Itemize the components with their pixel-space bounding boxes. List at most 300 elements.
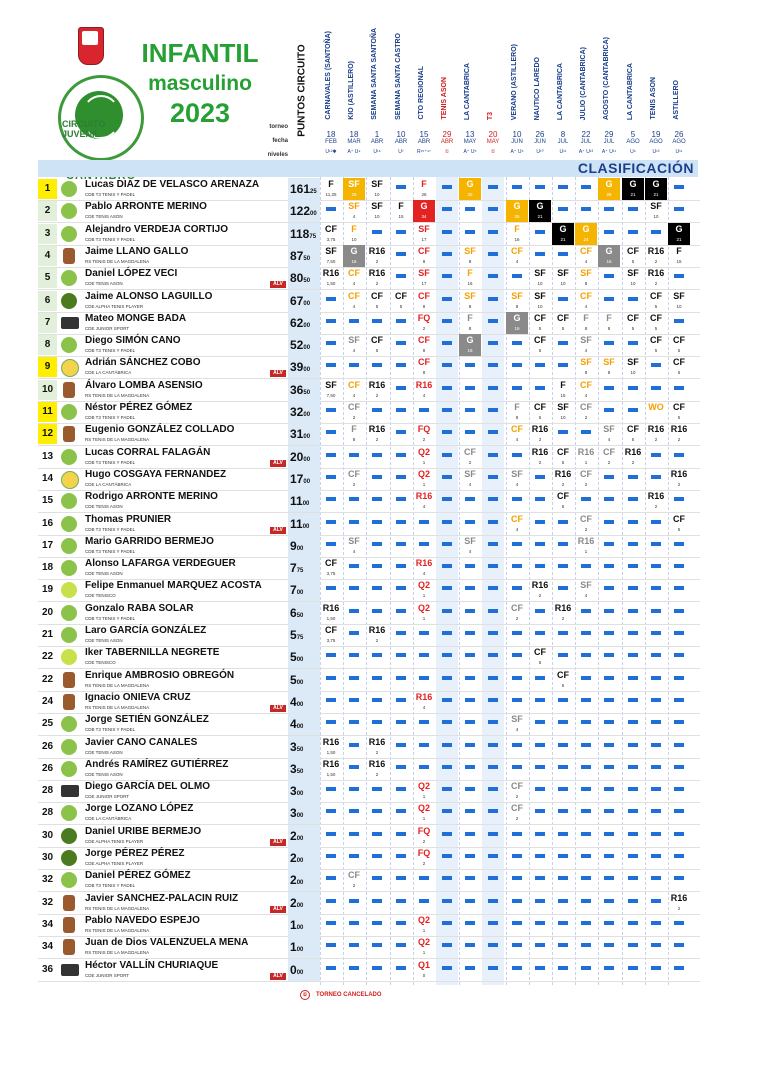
result-cell <box>575 267 597 289</box>
points-cell <box>288 847 320 869</box>
empty-cell <box>390 267 412 289</box>
tournament-column-header <box>598 20 620 120</box>
dash-marker <box>372 966 382 970</box>
dash-marker <box>326 542 336 546</box>
round-reached: Q2 <box>417 937 430 947</box>
empty-cell <box>436 758 458 780</box>
round-points: 16 <box>606 259 612 264</box>
points-decimal: 00 <box>303 457 311 463</box>
points-cell <box>288 290 320 312</box>
empty-cell <box>343 825 365 847</box>
dash-marker <box>442 252 452 256</box>
round-reached: CF <box>650 291 662 301</box>
dash-marker <box>604 854 614 858</box>
player-name: Diego SIMÓN CANO <box>85 335 181 346</box>
empty-cell <box>668 624 690 646</box>
empty-cell <box>436 379 458 401</box>
dash-marker <box>628 743 638 747</box>
empty-cell <box>622 290 644 312</box>
result-cell <box>622 312 644 334</box>
dash-marker <box>674 542 684 546</box>
empty-cell <box>506 178 528 200</box>
dash-marker <box>326 586 336 590</box>
dash-marker <box>581 497 591 501</box>
dash-marker <box>581 743 591 747</box>
club-logo-icon <box>63 895 75 911</box>
dash-marker <box>628 631 638 635</box>
dash-marker <box>465 921 475 925</box>
player-club: CDE ALPHA TENIS PLAYER <box>85 304 144 309</box>
dash-marker <box>326 676 336 680</box>
tournament-level: ① <box>444 149 450 155</box>
empty-cell <box>343 959 365 981</box>
dash-marker <box>326 430 336 434</box>
empty-cell <box>459 869 481 891</box>
round-points: 10 <box>653 214 659 219</box>
empty-cell <box>482 334 504 356</box>
empty-cell <box>436 602 458 624</box>
empty-cell <box>366 401 388 423</box>
dash-marker <box>372 609 382 613</box>
empty-cell <box>598 624 620 646</box>
player-name: Pablo NAVEDO ESPEJO <box>85 915 200 926</box>
empty-cell <box>575 602 597 624</box>
empty-cell <box>482 869 504 891</box>
points-integer: 17 <box>290 472 304 486</box>
club-logo-icon <box>63 382 75 398</box>
round-reached: R16 <box>647 268 665 278</box>
round-points: 2 <box>584 527 588 532</box>
round-reached: SF <box>627 357 639 367</box>
empty-cell <box>390 691 412 713</box>
empty-cell <box>390 959 412 981</box>
dash-marker <box>628 564 638 568</box>
empty-cell <box>622 468 644 490</box>
round-reached: Q2 <box>417 447 430 457</box>
round-points: 2 <box>631 460 635 465</box>
club-logo-icon <box>63 917 75 933</box>
empty-cell <box>552 869 574 891</box>
rank-cell: 12 <box>38 424 57 444</box>
round-points: 1 <box>584 460 588 465</box>
dash-marker <box>674 832 684 836</box>
round-points: 5 <box>677 415 681 420</box>
empty-cell <box>482 736 504 758</box>
empty-cell <box>436 490 458 512</box>
empty-cell <box>668 847 690 869</box>
dash-marker <box>581 185 591 189</box>
round-points: 4 <box>422 705 426 710</box>
tournament-column-header <box>622 20 644 120</box>
round-reached: SF <box>464 536 476 546</box>
dash-marker <box>372 475 382 479</box>
dash-marker <box>396 743 406 747</box>
empty-cell <box>622 736 644 758</box>
dash-marker <box>512 653 522 657</box>
empty-cell <box>482 557 504 579</box>
empty-cell <box>390 245 412 267</box>
dash-marker <box>581 430 591 434</box>
empty-cell <box>645 446 667 468</box>
round-reached: G <box>629 179 637 189</box>
dash-marker <box>442 765 452 769</box>
dash-marker <box>512 341 522 345</box>
dash-marker <box>488 743 498 747</box>
dash-marker <box>442 341 452 345</box>
dash-marker <box>558 809 568 813</box>
table-row <box>38 713 700 736</box>
round-reached: SF <box>418 268 430 278</box>
player-club: CDB T3 TENIS Y PADEL <box>85 549 136 554</box>
tournament-name: SEMANA SANTA SANTOÑA <box>371 28 378 120</box>
empty-cell <box>320 446 342 468</box>
result-cell <box>459 245 481 267</box>
empty-cell <box>598 669 620 691</box>
tournament-name: LA CANTABRICA <box>464 62 471 120</box>
dash-marker <box>349 586 359 590</box>
points-integer: 20 <box>290 450 304 464</box>
points-cell <box>288 914 320 936</box>
tournament-month: JUL <box>580 139 592 145</box>
empty-cell <box>390 356 412 378</box>
empty-cell <box>645 557 667 579</box>
dash-marker <box>558 743 568 747</box>
dash-marker <box>396 319 406 323</box>
points-integer: 0 <box>290 963 297 977</box>
rank-cell: 3 <box>38 224 57 244</box>
tournament-month: ABR <box>394 139 408 145</box>
dash-marker <box>651 542 661 546</box>
dash-marker <box>558 698 568 702</box>
dash-marker <box>396 631 406 635</box>
player-club: RS TENIS DE LA MAGDALENA <box>85 928 150 933</box>
tournament-month: MAY <box>486 139 500 145</box>
round-points: 8 <box>422 370 426 375</box>
dash-marker <box>581 609 591 613</box>
dash-marker <box>396 386 406 390</box>
points-integer: 5 <box>290 650 297 664</box>
dash-marker <box>442 542 452 546</box>
round-reached: CF <box>534 335 546 345</box>
points-integer: 5 <box>290 628 297 642</box>
dash-marker <box>651 966 661 970</box>
empty-cell <box>622 713 644 735</box>
tournament-day: 18 <box>349 130 359 139</box>
player-name: Adrián SÁNCHEZ COBO <box>85 357 201 368</box>
round-reached: R16 <box>577 536 595 546</box>
dash-marker <box>535 475 545 479</box>
empty-cell <box>482 513 504 535</box>
empty-cell <box>343 780 365 802</box>
dash-marker <box>558 520 568 524</box>
dash-marker <box>604 743 614 747</box>
round-points: 2 <box>352 482 356 487</box>
round-points: 2 <box>677 437 681 442</box>
result-cell <box>598 245 620 267</box>
dash-marker <box>558 832 568 836</box>
round-reached: G <box>605 246 613 256</box>
empty-cell <box>482 379 504 401</box>
dash-marker <box>535 497 545 501</box>
result-cell <box>598 446 620 468</box>
dash-marker <box>396 876 406 880</box>
dash-marker <box>674 809 684 813</box>
round-points: 4 <box>352 393 356 398</box>
empty-cell <box>598 223 620 245</box>
dash-marker <box>628 966 638 970</box>
round-points: 21 <box>560 237 566 242</box>
dash-marker <box>396 363 406 367</box>
empty-cell <box>598 802 620 824</box>
empty-cell <box>366 468 388 490</box>
logo-ring-text: CIRCUITO JUVENIL <box>62 119 106 139</box>
dash-marker <box>674 185 684 189</box>
round-reached: R16 <box>368 759 386 769</box>
empty-cell <box>366 936 388 958</box>
points-integer: 4 <box>290 717 297 731</box>
empty-cell <box>436 669 458 691</box>
tournament-level: A⁺ U¹¹ <box>601 149 617 155</box>
dash-marker <box>674 653 684 657</box>
dash-marker <box>488 720 498 724</box>
empty-cell <box>622 602 644 624</box>
player-club: CDB T3 TENIS Y PADEL <box>85 192 136 197</box>
empty-cell <box>436 334 458 356</box>
empty-cell <box>668 691 690 713</box>
result-cell <box>668 468 690 490</box>
round-reached: R16 <box>624 447 642 457</box>
gender-title: masculino <box>148 72 252 95</box>
empty-cell <box>366 959 388 981</box>
dash-marker <box>465 854 475 858</box>
result-cell <box>459 468 481 490</box>
table-row <box>38 780 700 803</box>
dash-marker <box>349 765 359 769</box>
dash-marker <box>674 497 684 501</box>
points-cell <box>288 334 320 356</box>
points-cell <box>288 758 320 780</box>
dash-marker <box>488 765 498 769</box>
result-cell <box>413 490 435 512</box>
empty-cell <box>436 446 458 468</box>
player-name: Alonso LAFARGA VERDEGUER <box>85 558 236 569</box>
round-points: 15 <box>560 393 566 398</box>
dash-marker <box>674 943 684 947</box>
result-cell <box>413 914 435 936</box>
empty-cell <box>459 624 481 646</box>
dash-marker <box>442 943 452 947</box>
dash-marker <box>419 520 429 524</box>
round-reached: CF <box>464 447 476 457</box>
empty-cell <box>552 557 574 579</box>
round-reached: SF <box>325 246 337 256</box>
tournament-month: JUN <box>511 139 523 145</box>
dash-marker <box>651 854 661 858</box>
player-name: Jaime LLANO GALLO <box>85 246 189 257</box>
empty-cell <box>343 892 365 914</box>
table-row <box>38 624 700 647</box>
dash-marker <box>465 832 475 836</box>
dash-marker <box>604 676 614 680</box>
points-integer: 118 <box>290 227 310 241</box>
result-cell <box>668 356 690 378</box>
result-cell <box>575 356 597 378</box>
empty-cell <box>413 758 435 780</box>
round-reached: G <box>652 179 660 189</box>
empty-cell <box>668 178 690 200</box>
dash-marker <box>488 631 498 635</box>
tournament-name: ASTILLERO <box>673 80 680 120</box>
round-reached: CF <box>557 447 569 457</box>
empty-cell <box>552 646 574 668</box>
empty-cell <box>529 245 551 267</box>
dash-marker <box>465 809 475 813</box>
dash-marker <box>535 185 545 189</box>
dash-marker <box>558 363 568 367</box>
round-reached: R16 <box>368 268 386 278</box>
empty-cell <box>506 869 528 891</box>
round-points: 10 <box>351 237 357 242</box>
player-name: Lucas CORRAL FALAGÁN <box>85 447 211 458</box>
empty-cell <box>436 646 458 668</box>
result-cell <box>529 267 551 289</box>
points-cell <box>288 691 320 713</box>
player-club: CDE TENIS ASON <box>85 281 123 286</box>
points-integer: 1 <box>290 940 297 954</box>
points-integer: 11 <box>290 494 303 508</box>
puntos-header: PUNTOS CIRCUITO <box>296 44 308 137</box>
result-cell <box>459 334 481 356</box>
empty-cell <box>436 468 458 490</box>
empty-cell <box>598 267 620 289</box>
round-reached: SF <box>464 469 476 479</box>
empty-cell <box>598 557 620 579</box>
table-row <box>38 178 700 201</box>
tournament-column-header <box>482 20 504 120</box>
empty-cell <box>436 802 458 824</box>
round-points: 1 <box>422 928 426 933</box>
dash-marker <box>442 230 452 234</box>
federation-crest-icon <box>78 27 104 65</box>
round-reached: CF <box>348 380 360 390</box>
empty-cell <box>436 624 458 646</box>
empty-cell <box>320 290 342 312</box>
rank-cell: 13 <box>38 447 57 467</box>
player-name: Rodrigo ARRONTE MERINO <box>85 491 218 502</box>
round-points: 5 <box>677 370 681 375</box>
empty-cell <box>366 780 388 802</box>
round-points: 4 <box>515 727 519 732</box>
empty-cell <box>390 468 412 490</box>
round-points: 1,50 <box>326 750 336 755</box>
dash-marker <box>674 586 684 590</box>
tournament-level: U¹⁶ <box>373 149 381 155</box>
round-points: 2 <box>515 794 519 799</box>
dash-marker <box>535 252 545 256</box>
round-points: 10 <box>374 214 380 219</box>
result-cell <box>343 334 365 356</box>
points-integer: 2 <box>290 896 297 910</box>
round-points: 2 <box>654 259 658 264</box>
dash-marker <box>396 564 406 568</box>
result-cell <box>575 245 597 267</box>
dash-marker <box>465 609 475 613</box>
tournament-column-header <box>459 20 481 120</box>
dash-marker <box>488 319 498 323</box>
dash-marker <box>465 520 475 524</box>
dash-marker <box>488 832 498 836</box>
player-club: CDE TENIS ASON <box>85 504 123 509</box>
table-row <box>38 223 700 246</box>
empty-cell <box>343 736 365 758</box>
empty-cell <box>645 535 667 557</box>
dash-marker <box>372 698 382 702</box>
dash-marker <box>628 609 638 613</box>
round-reached: G <box>513 201 521 211</box>
round-reached: Q2 <box>417 803 430 813</box>
dash-marker <box>604 631 614 635</box>
dash-marker <box>628 832 638 836</box>
dash-marker <box>604 653 614 657</box>
dash-marker <box>419 631 429 635</box>
result-cell <box>366 290 388 312</box>
dash-marker <box>465 497 475 501</box>
dash-marker <box>651 832 661 836</box>
player-club: CDB T3 TENIS Y PADEL <box>85 348 136 353</box>
dash-marker <box>372 876 382 880</box>
points-integer: 161 <box>290 182 311 196</box>
dash-marker <box>628 520 638 524</box>
round-points: 1 <box>422 794 426 799</box>
empty-cell <box>598 513 620 535</box>
dash-marker <box>349 363 359 367</box>
points-decimal: 00 <box>296 947 304 953</box>
club-logo-icon <box>61 964 79 976</box>
empty-cell <box>622 936 644 958</box>
table-row <box>38 468 700 491</box>
round-points: 2 <box>677 482 681 487</box>
points-decimal: 00 <box>296 724 304 730</box>
empty-cell <box>529 892 551 914</box>
round-reached: CF <box>580 514 592 524</box>
dash-marker <box>442 564 452 568</box>
round-reached: CF <box>511 803 523 813</box>
player-club: CDE TENIS ASON <box>85 638 123 643</box>
empty-cell <box>366 914 388 936</box>
dash-marker <box>512 966 522 970</box>
tournament-month: JUL <box>557 139 569 145</box>
empty-cell <box>320 356 342 378</box>
result-cell <box>413 178 435 200</box>
dash-marker <box>396 921 406 925</box>
player-name: Daniel LÓPEZ VECI <box>85 268 178 279</box>
round-reached: R16 <box>647 246 665 256</box>
points-decimal: 00 <box>296 836 304 842</box>
empty-cell <box>598 847 620 869</box>
club-logo-icon <box>61 716 77 732</box>
dash-marker <box>442 586 452 590</box>
points-integer: 31 <box>290 427 304 441</box>
points-integer: 1 <box>290 918 297 932</box>
round-reached: CF <box>371 335 383 345</box>
round-reached: CF <box>580 469 592 479</box>
player-club: CDE LA CANTÁBRICA <box>85 370 132 375</box>
dash-marker <box>628 497 638 501</box>
empty-cell <box>366 446 388 468</box>
empty-cell <box>436 579 458 601</box>
club-logo-icon <box>61 627 77 643</box>
points-decimal: 00 <box>296 590 304 596</box>
